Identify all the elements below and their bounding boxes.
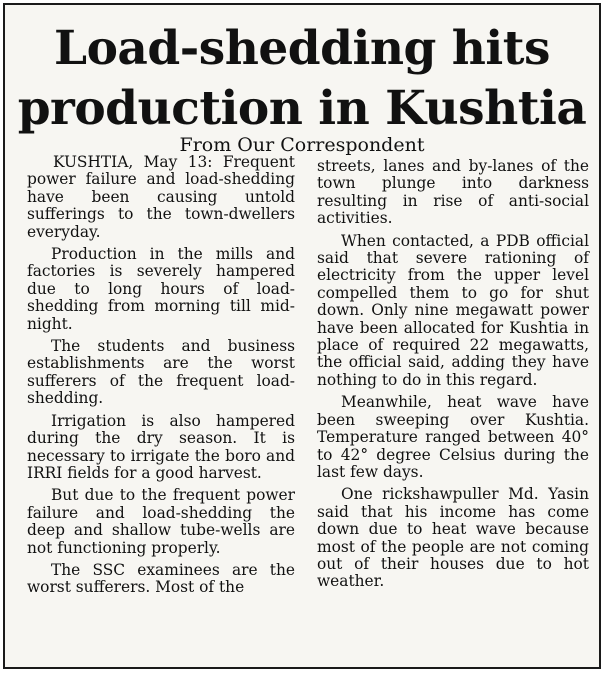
paragraph-streets: streets, lanes and by-lanes of the town plunge into darkness resulting in rise of anti-social activities. [317,157,589,228]
newspaper-clipping [3,3,601,669]
headline-line-1: Load-shedding hits [54,21,550,76]
paragraph-students: The students and business establishments are the worst sufferers of the frequent load-shedding. [27,337,295,408]
paragraph-ssc: The SSC examinees are the worst sufferers. Most of the [27,560,295,597]
paragraph-tube-wells: But due to the frequent power failure and load-shedding the deep and shallow tube-wells are not functioning properly. [27,486,295,557]
paragraph-production: Production in the mills and factories is severely hampered due to long hours of load-shedding from morning till mid-night. [27,245,295,333]
paragraph-dateline: KUSHTIA, May 13: Frequent power failure and load-shedding have been causing untold sufferings to the town-dwellers everyday. [27,153,295,241]
paragraph-irrigation: Irrigation is also hampered during the dry season. It is necessary to irrigate the boro and IRRI fields for a good harvest. [27,411,295,482]
paragraph-heat-wave: Meanwhile, heat wave have been sweeping over Kushtia. Temperature ranged between 40° to 42° degree Celsius during the last few days. [317,393,589,481]
paragraph-rickshawpuller: One rickshawpuller Md. Yasin said that his income has come down due to heat wave because most of the people are not coming out of their houses due to hot weather. [317,485,589,591]
paragraph-pdb-official: When contacted, a PDB official said that severe rationing of electricity from the upper level compelled them to go for shut down. Only nine megawatt power have been allocated for Kushtia in place of required 22 megawatts, the official said, adding they have nothing to do in this regard. [317,231,589,389]
left-column [27,154,295,602]
byline: From Our Correspondent [179,134,425,156]
right-column [317,158,589,596]
headline-line-2: production in Kushtia [17,81,587,136]
